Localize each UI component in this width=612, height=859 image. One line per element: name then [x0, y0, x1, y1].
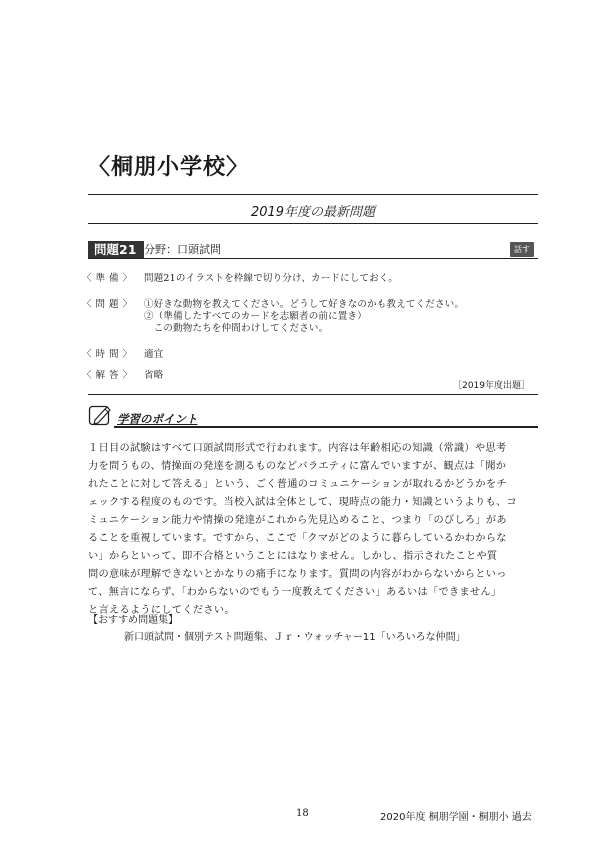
point-paragraph-line: て、無言にならず、「わからないのでもう一度教えてください」あるいは「できません」 — [88, 587, 502, 598]
page-title: 〈桐朋小学校〉 — [88, 155, 250, 180]
question-number-badge: 問題21 — [88, 241, 144, 259]
answer-divider — [88, 394, 538, 395]
point-paragraph-line: れたことに対して答える」という、ごく普通のコミュニケーションが取れるかどうかをチ — [88, 479, 507, 490]
answer-text: 省略 — [144, 370, 164, 381]
point-paragraph-line: ることを重視しています。ですから、ここで「クマがどのように暮らしているかわからな — [88, 533, 507, 544]
footer-title: 2020年度 桐朋学園・桐朋小 過去 — [380, 812, 532, 823]
top-divider — [88, 194, 538, 195]
latest-problems-heading: 2019年度の最新問題 — [250, 205, 376, 220]
point-paragraph-line: い」からといって、即不合格ということにはなりません。しかし、指示されたことや質 — [88, 551, 498, 562]
point-underline — [114, 426, 538, 428]
point-paragraph-line: と言えるようにしてください。 — [88, 605, 235, 616]
question-divider — [88, 258, 538, 259]
question-line: ②（準備したすべてのカードを志願者の前に置き） — [144, 311, 367, 322]
learning-point-title: 学習のポイント — [117, 412, 198, 426]
section-label-answer: 〈 解 答 〉 — [82, 370, 133, 381]
preparation-text: 問題21のイラストを枠線で切り分け、カードにしておく。 — [144, 273, 399, 284]
section-label-time: 〈 時 間 〉 — [82, 349, 133, 360]
point-paragraph-line: ミュニケーション能力や情操の発達がこれから先見込めること、つまり「のびしろ」があ — [88, 515, 507, 526]
point-paragraph-line: １日目の試験はすべて口頭試問形式で行われます。内容は年齢相応の知識（常識）や思考 — [88, 443, 507, 454]
point-paragraph-line: 力を問うもの、情操面の発達を測るものなどバラエティに富んでいますが、観点は「聞か — [88, 461, 507, 472]
point-paragraph-line: ェックする程度のものです。当校入試は全体として、現時点の能力・知識というよりも、コ — [88, 497, 517, 508]
year-note: ［2019年度出題］ — [453, 381, 530, 391]
recommended-books-label: 【おすすめ問題集】 — [88, 615, 179, 626]
point-paragraph-line: 問の意味が理解できないとかなりの痛手になります。質問の内容がわからないからといっ — [88, 569, 507, 580]
question-line: ①好きな動物を教えてください。どうして好きなのかも教えてください。 — [144, 299, 465, 310]
heading-divider — [88, 223, 538, 224]
section-label-question: 〈 問 題 〉 — [82, 299, 133, 310]
recommended-books-text: 新口頭試問・個別テスト問題集、Ｊｒ・ウォッチャー11「いろいろな仲間」 — [124, 632, 466, 643]
time-text: 適宜 — [144, 349, 164, 360]
question-line: この動物たちを仲間わけしてください。 — [144, 323, 329, 334]
skill-tag: 話す — [510, 242, 534, 257]
section-label-preparation: 〈 準 備 〉 — [82, 273, 133, 284]
pencil-note-icon — [88, 404, 114, 426]
question-category: 分野：口頭試問 — [144, 243, 221, 256]
page-number: 18 — [296, 808, 309, 819]
